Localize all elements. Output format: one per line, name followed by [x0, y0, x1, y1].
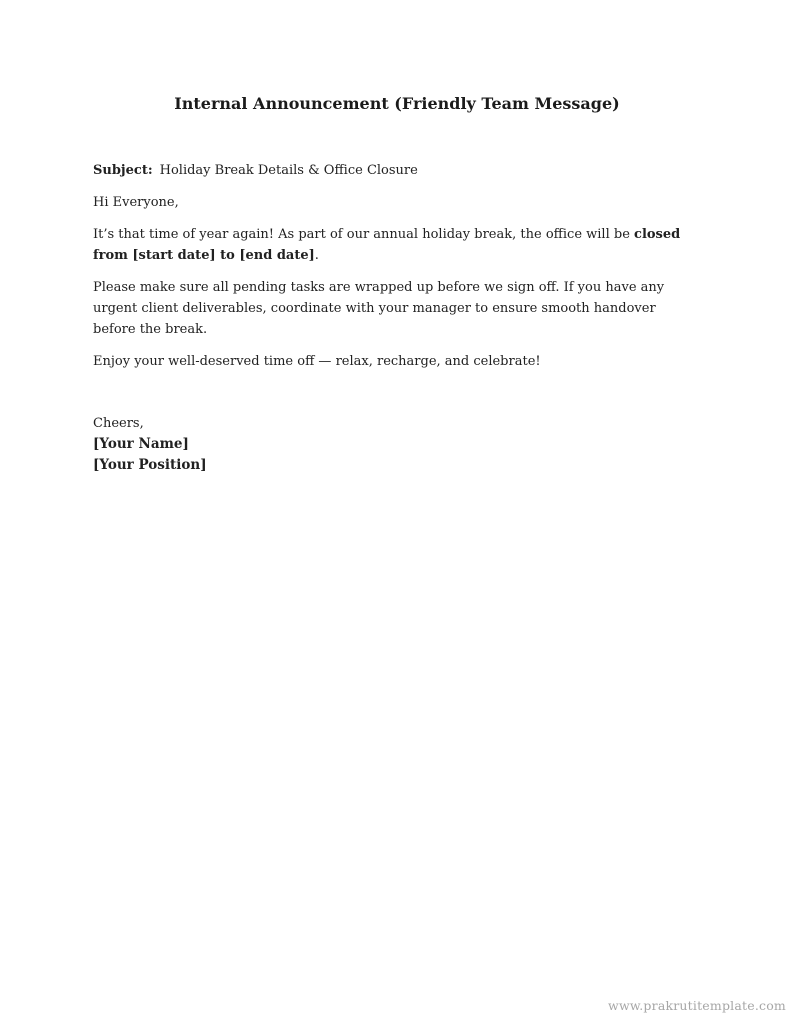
document-page [93, 0, 701, 476]
document-title: Internal Announcement (Friendly Team Message) [174, 94, 620, 113]
subject-line [93, 160, 701, 181]
subject-value: Holiday Break Details & Office Closure [159, 163, 418, 178]
paragraph-intro-bold-dates: closed from [start date] to [end date] [93, 227, 681, 263]
closing-line: Cheers, [93, 416, 144, 431]
signature-name-placeholder: [Your Name] [93, 436, 189, 452]
subject-label: Subject: [93, 163, 153, 178]
paragraph-intro-text: It’s that time of year again! As part of our annual holiday break, the office will be [93, 227, 635, 242]
paragraph-intro [93, 224, 701, 266]
signature-block [93, 413, 701, 476]
paragraph-enjoy: Enjoy your well-deserved time off — relax, recharge, and celebrate! [93, 354, 541, 369]
greeting-line: Hi Everyone, [93, 195, 179, 210]
paragraph-tasks: Please make sure all pending tasks are wrapped up before we sign off. If you have any urgent client deliverables, coordinate with your manager to ensure smooth handover before the break. [93, 280, 665, 337]
footer-website-url: www.prakrutitemplate.com [608, 998, 786, 1013]
signature-position-placeholder: [Your Position] [93, 457, 207, 473]
paragraph-intro-suffix: . [314, 248, 319, 263]
